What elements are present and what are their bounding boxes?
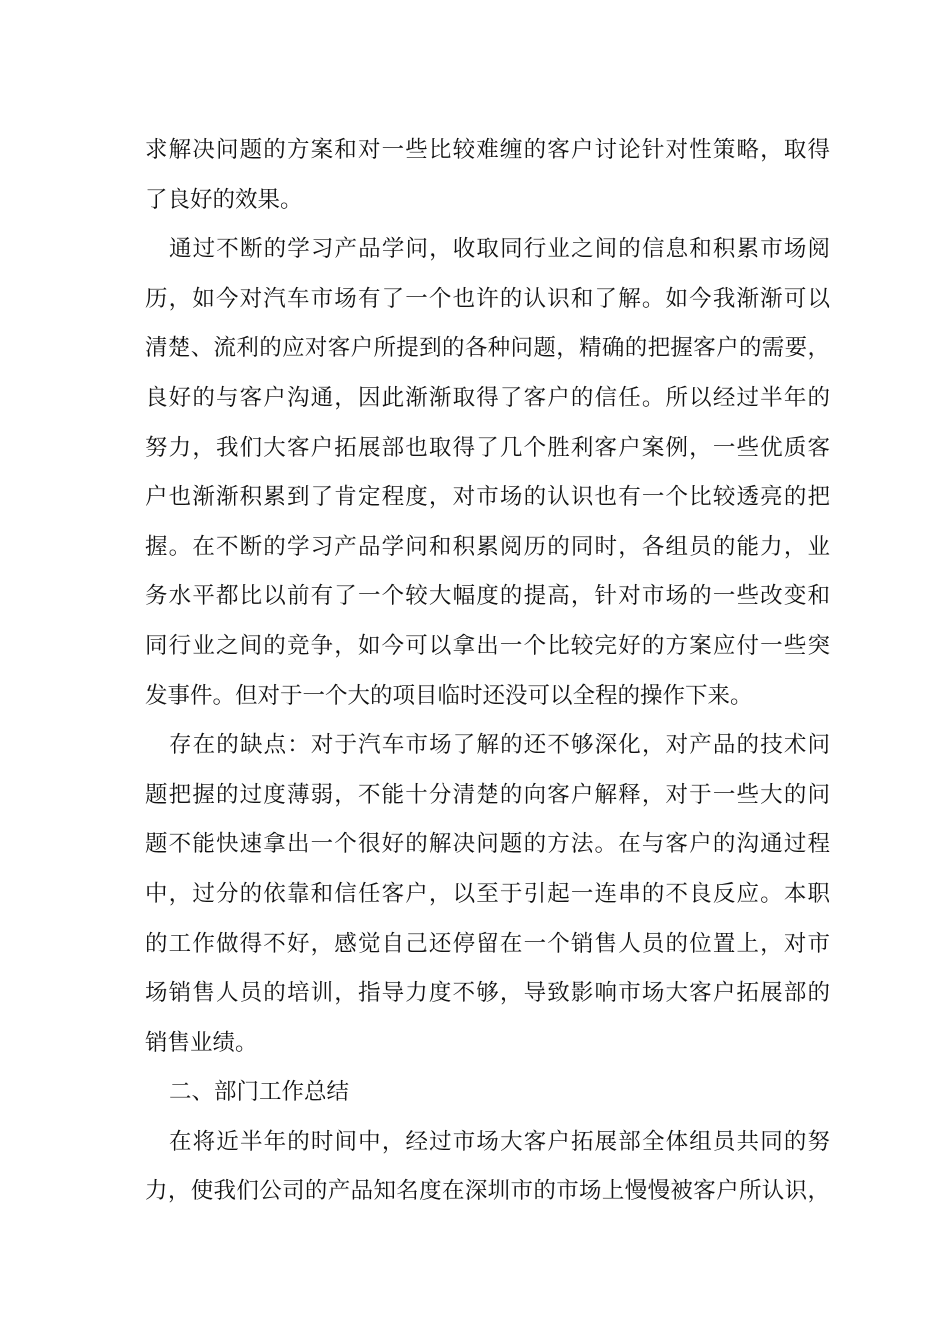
text-line: 握。在不断的学习产品学问和积累阅历的同时，各组员的能力，业 — [145, 533, 830, 560]
text-line: 历，如今对汽车市场有了一个也许的认识和了解。如今我渐渐可以 — [145, 285, 830, 312]
text-line: 的工作做得不好，感觉自己还停留在一个销售人员的位置上，对市 — [145, 930, 830, 957]
text-line: 题不能快速拿出一个很好的解决问题的方法。在与客户的沟通过程 — [145, 831, 830, 858]
text-line: 同行业之间的竞争，如今可以拿出一个比较完好的方案应付一些突 — [145, 632, 830, 659]
text-line: 良好的与客户沟通，因此渐渐取得了客户的信任。所以经过半年的 — [145, 384, 830, 411]
text-line: 清楚、流利的应对客户所提到的各种问题，精确的把握客户的需要， — [145, 335, 830, 362]
section-heading: 二、部门工作总结 — [169, 1079, 350, 1106]
text-line: 努力，我们大客户拓展部也取得了几个胜利客户案例，一些优质客 — [145, 434, 830, 461]
text-line: 求解决问题的方案和对一些比较难缠的客户讨论针对性策略，取得 — [145, 137, 830, 163]
text-line: 销售业绩。 — [145, 1029, 258, 1056]
document-body — [145, 126, 830, 1217]
text-line: 存在的缺点：对于汽车市场了解的还不够深化，对产品的技术问 — [169, 732, 830, 759]
text-line: 务水平都比以前有了一个较大幅度的提高，针对市场的一些改变和 — [145, 583, 830, 610]
text-line: 场销售人员的培训，指导力度不够，导致影响市场大客户拓展部的 — [145, 980, 830, 1007]
text-line: 中，过分的依靠和信任客户，以至于引起一连串的不良反应。本职 — [145, 880, 830, 907]
text-line: 题把握的过度薄弱，不能十分清楚的向客户解释，对于一些大的问 — [145, 781, 830, 808]
text-line: 户也渐渐积累到了肯定程度，对市场的认识也有一个比较透亮的把 — [145, 484, 830, 511]
text-line: 了良好的效果。 — [145, 186, 303, 213]
text-line: 力，使我们公司的产品知名度在深圳市的市场上慢慢被客户所认识， — [145, 1178, 830, 1205]
text-line: 通过不断的学习产品学问，收取同行业之间的信息和积累市场阅 — [169, 236, 830, 263]
text-line: 在将近半年的时间中，经过市场大客户拓展部全体组员共同的努 — [169, 1128, 830, 1155]
text-line: 发事件。但对于一个大的项目临时还没可以全程的操作下来。 — [145, 682, 753, 709]
